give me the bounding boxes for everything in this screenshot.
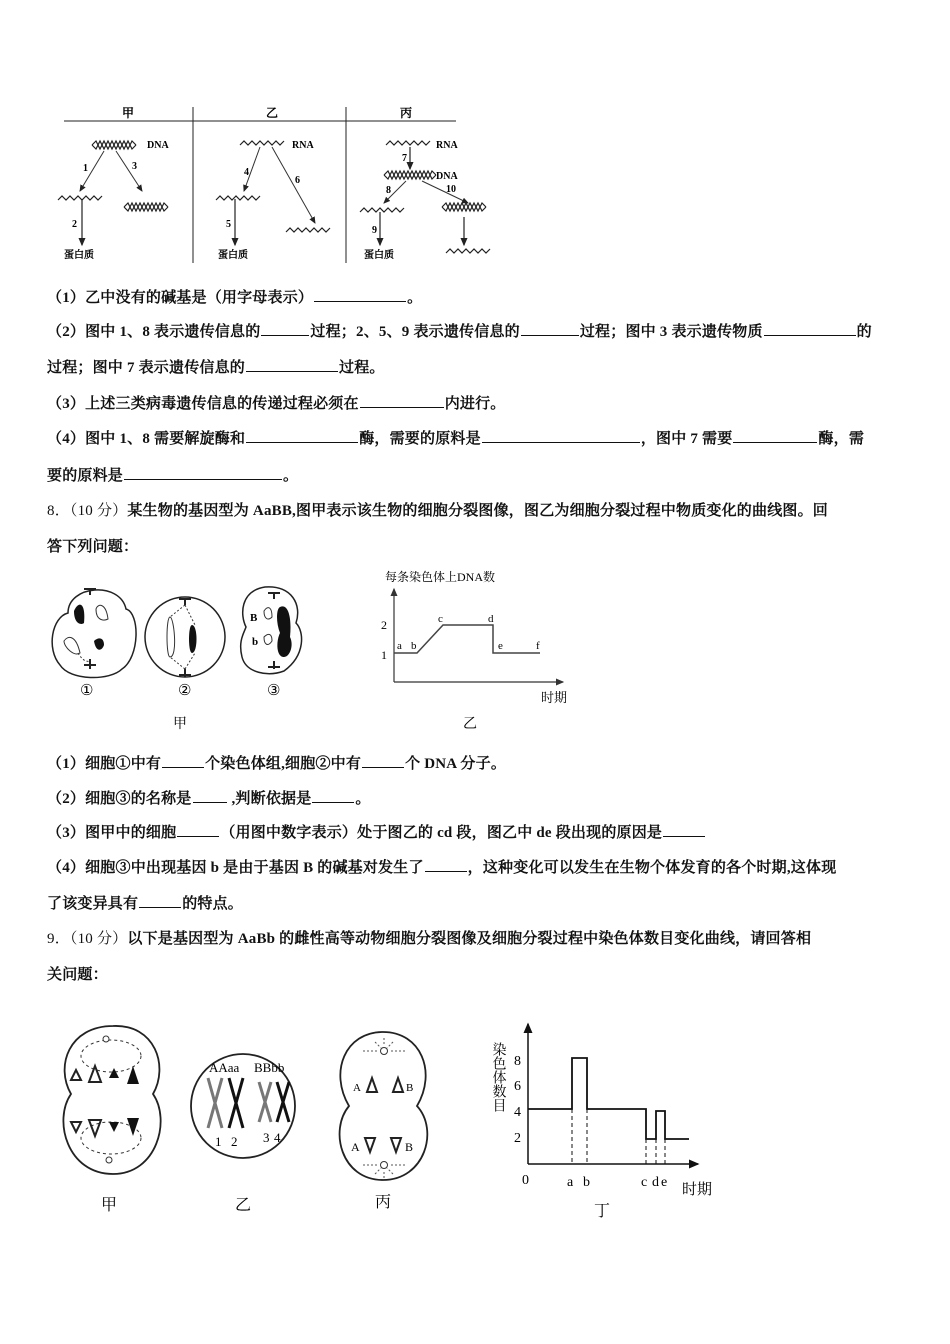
- answer-blank[interactable]: [162, 753, 204, 768]
- svg-text:e: e: [498, 640, 503, 652]
- answer-blank[interactable]: [246, 428, 358, 443]
- svg-text:甲: 甲: [101, 1197, 118, 1214]
- q8-part3: （3）图甲中的细胞 （用图中数字表示）处于图乙的 cd 段，图乙中 de 段出现的原因是: [47, 821, 706, 842]
- x-axis-label: 时期: [682, 1182, 713, 1198]
- svg-text:B: B: [406, 1082, 414, 1094]
- q8-part1: （1）细胞①中有 个染色体组,细胞②中有 个 DNA 分子。: [47, 752, 506, 773]
- x-axis-label: 时期: [541, 690, 568, 705]
- svg-text:RNA: RNA: [292, 140, 314, 151]
- svg-text:乙: 乙: [235, 1197, 252, 1214]
- svg-text:0: 0: [522, 1173, 529, 1188]
- question-score: （10 分）: [69, 931, 128, 947]
- answer-blank[interactable]: [733, 428, 817, 443]
- fig-yi-caption: 乙: [463, 717, 477, 732]
- q9-stem-line1: 9．（10 分）以下是基因型为 AaBb 的雌性高等动物细胞分裂图像及细胞分裂过程中染色体数目变化曲线，请回答相: [47, 931, 812, 947]
- y-axis-label: 染色体数目: [490, 1042, 506, 1112]
- answer-blank[interactable]: [521, 321, 579, 336]
- svg-text:1: 1: [381, 648, 387, 662]
- svg-text:4: 4: [244, 167, 249, 178]
- question-number: 9．: [47, 931, 70, 947]
- svg-text:DNA: DNA: [436, 171, 458, 182]
- svg-text:a: a: [567, 1175, 574, 1190]
- answer-blank[interactable]: [425, 857, 467, 872]
- svg-text:8: 8: [386, 185, 391, 196]
- q8-part4-line2: 了该变异具有 的特点。: [47, 892, 243, 913]
- svg-text:5: 5: [226, 219, 231, 230]
- header-yi: 乙: [266, 106, 279, 120]
- answer-blank[interactable]: [663, 822, 705, 837]
- svg-text:BBbb: BBbb: [254, 1060, 285, 1075]
- svg-text:2: 2: [231, 1134, 238, 1149]
- answer-blank[interactable]: [139, 893, 181, 908]
- fig-ding-caption: 丁: [594, 1203, 611, 1220]
- svg-text:9: 9: [372, 225, 377, 236]
- svg-text:4: 4: [274, 1130, 281, 1145]
- svg-text:蛋白质: 蛋白质: [64, 250, 94, 261]
- svg-text:DNA: DNA: [147, 140, 169, 151]
- svg-text:8: 8: [514, 1054, 521, 1069]
- svg-text:d: d: [488, 613, 494, 625]
- svg-text:3: 3: [263, 1130, 270, 1145]
- cell-1-label: ①: [80, 683, 94, 699]
- answer-blank[interactable]: [312, 788, 354, 803]
- svg-text:7: 7: [402, 153, 407, 164]
- svg-text:b: b: [411, 640, 417, 652]
- svg-text:RNA: RNA: [436, 140, 458, 151]
- q8-cell-division-figure: [40, 565, 340, 740]
- q9-cell-division-figure: [45, 1010, 445, 1220]
- svg-text:蛋白质: 蛋白质: [218, 250, 248, 261]
- dna-per-chromosome-chart: [345, 565, 585, 740]
- svg-text:4: 4: [514, 1105, 521, 1120]
- svg-text:2: 2: [514, 1131, 521, 1146]
- question-score: （10 分）: [69, 503, 128, 519]
- answer-blank[interactable]: [362, 753, 404, 768]
- svg-text:A: A: [351, 1140, 360, 1154]
- q7-part2-line1: （2）图中 1、8 表示遗传信息的 过程；2、5、9 表示遗传信息的 过程；图中 3 表示遗传物质 的: [47, 320, 872, 341]
- answer-blank[interactable]: [314, 287, 406, 302]
- chromosome-count-chart: [480, 1010, 730, 1225]
- svg-text:3: 3: [132, 161, 137, 172]
- svg-text:c: c: [641, 1175, 648, 1190]
- q7-part2-line2: 过程；图中 7 表示遗传信息的 过程。: [47, 356, 385, 377]
- answer-blank[interactable]: [482, 428, 640, 443]
- fig-jia-caption: 甲: [173, 717, 187, 732]
- svg-text:b: b: [583, 1175, 590, 1190]
- q7-part3: （3）上述三类病毒遗传信息的传递过程必须在 内进行。: [47, 392, 506, 413]
- answer-blank[interactable]: [246, 357, 338, 372]
- svg-text:a: a: [397, 640, 402, 652]
- q7-part1: （1）乙中没有的碱基是（用字母表示） 。: [47, 286, 422, 307]
- svg-text:c: c: [438, 613, 443, 625]
- svg-text:6: 6: [514, 1079, 521, 1094]
- svg-text:AAaa: AAaa: [209, 1060, 240, 1075]
- svg-text:e: e: [661, 1175, 668, 1190]
- svg-text:6: 6: [295, 175, 300, 186]
- q8-stem-line2: 答下列问题：: [47, 539, 139, 555]
- svg-text:1: 1: [215, 1134, 222, 1149]
- header-jia: 甲: [122, 106, 135, 120]
- question-number: 8．: [47, 503, 70, 519]
- svg-text:蛋白质: 蛋白质: [364, 250, 394, 261]
- svg-text:b: b: [252, 636, 259, 648]
- answer-blank[interactable]: [193, 788, 227, 803]
- answer-blank[interactable]: [124, 465, 282, 480]
- answer-blank[interactable]: [261, 321, 309, 336]
- svg-text:f: f: [536, 640, 540, 652]
- q8-part2: （2）细胞③的名称是 ,判断依据是 。: [47, 787, 371, 808]
- answer-blank[interactable]: [764, 321, 856, 336]
- svg-text:丙: 丙: [375, 1194, 392, 1211]
- svg-text:10: 10: [446, 184, 456, 195]
- svg-text:2: 2: [72, 219, 77, 230]
- q9-stem-line2: 关问题：: [47, 967, 108, 983]
- q7-part4-line1: （4）图中 1、8 需要解旋酶和 酶，需要的原料是 ，图中 7 需要 酶，需: [47, 427, 864, 448]
- svg-text:2: 2: [381, 618, 387, 632]
- svg-text:B: B: [405, 1140, 414, 1154]
- answer-blank[interactable]: [177, 822, 219, 837]
- svg-text:B: B: [250, 612, 258, 624]
- q8-part4-line1: （4）细胞③中出现基因 b 是由于基因 B 的碱基对发生了 ，这种变化可以发生在生物个体发育的各个时期,这体现: [47, 856, 836, 877]
- virus-info-flow-diagram: [50, 95, 510, 270]
- y-axis-label: 每条染色体上DNA数: [385, 570, 495, 584]
- q8-stem-line1: 8．（10 分）某生物的基因型为 AaBB,图甲表示该生物的细胞分裂图像，图乙为细胞分裂过程中物质变化的曲线图。回: [47, 503, 829, 519]
- svg-text:1: 1: [83, 163, 88, 174]
- header-bing: 丙: [400, 106, 413, 120]
- cell-3-label: ③: [267, 683, 281, 699]
- svg-text:A: A: [353, 1082, 361, 1094]
- q7-part4-line2: 要的原料是 。: [47, 464, 298, 485]
- svg-text:d: d: [652, 1175, 659, 1190]
- cell-2-label: ②: [178, 683, 192, 699]
- answer-blank[interactable]: [360, 393, 444, 408]
